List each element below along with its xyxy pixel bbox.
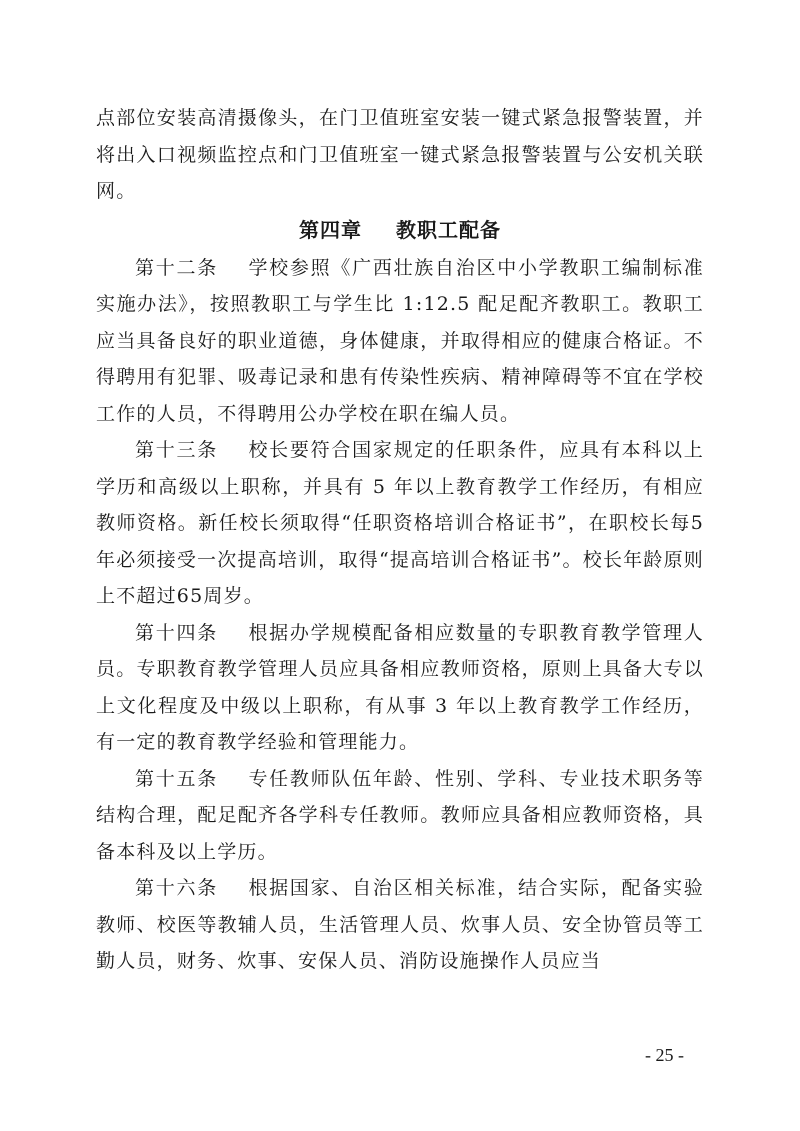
article-number: 第十五条 (135, 767, 218, 790)
chapter-heading (96, 210, 704, 250)
article-number: 第十三条 (135, 439, 218, 461)
article-14 (96, 615, 704, 761)
chapter-number: 第四章 (299, 217, 362, 242)
article-number: 第十四条 (135, 621, 218, 644)
article-text: 校长要符合国家规定的任职条件，应具有本科以上学历和高级以上职称，并具有 5 年以上教育教学工作经历，有相应教师资格。新任校长须取得“任职资格培训合格证书”，在职校长每5年必须接受一次提高培训，取得“提高培训合格证书”。校长年龄原则上不超过65周岁。 (96, 439, 704, 607)
article-16 (96, 870, 704, 980)
page-number: - 25 - (645, 1045, 684, 1065)
article-12 (96, 250, 704, 433)
article-13 (96, 432, 704, 615)
article-text: 专任教师队伍年龄、性别、学科、专业技术职务等结构合理，配足配齐各学科专任教师。教师应具备相应教师资格，具备本科及以上学历。 (96, 767, 704, 863)
article-15 (96, 761, 704, 871)
chapter-title: 教职工配备 (396, 217, 501, 242)
article-text: 根据办学规模配备相应数量的专职教育教学管理人员。专职教育教学管理人员应具备相应教师资格，原则上具备大专以上文化程度及中级以上职称，有从事 3 年以上教育教学工作经历，有一定的教育教学经验和管理能力。 (96, 621, 704, 753)
document-page (96, 100, 704, 980)
article-number: 第十二条 (135, 256, 218, 279)
article-number: 第十六条 (135, 877, 218, 899)
article-text: 学校参照《广西壮族自治区中小学教职工编制标准实施办法》，按照教职工与学生比 1:12.5 配足配齐教职工。教职工应当具备良好的职业道德，身体健康，并取得相应的健康合格证。不得聘用有犯罪、吸毒记录和患有传染性疾病、精神障碍等不宜在学校工作的人员，不得聘用公办学校在职在编人员。 (96, 256, 704, 425)
continuation-paragraph: 点部位安装高清摄像头，在门卫值班室安装一键式紧急报警装置，并将出入口视频监控点和门卫值班室一键式紧急报警装置与公安机关联网。 (96, 107, 704, 202)
article-text: 根据国家、自治区相关标准，结合实际，配备实验教师、校医等教辅人员，生活管理人员、炊事人员、安全协管员等工勤人员，财务、炊事、安保人员、消防设施操作人员应当 (96, 877, 704, 972)
